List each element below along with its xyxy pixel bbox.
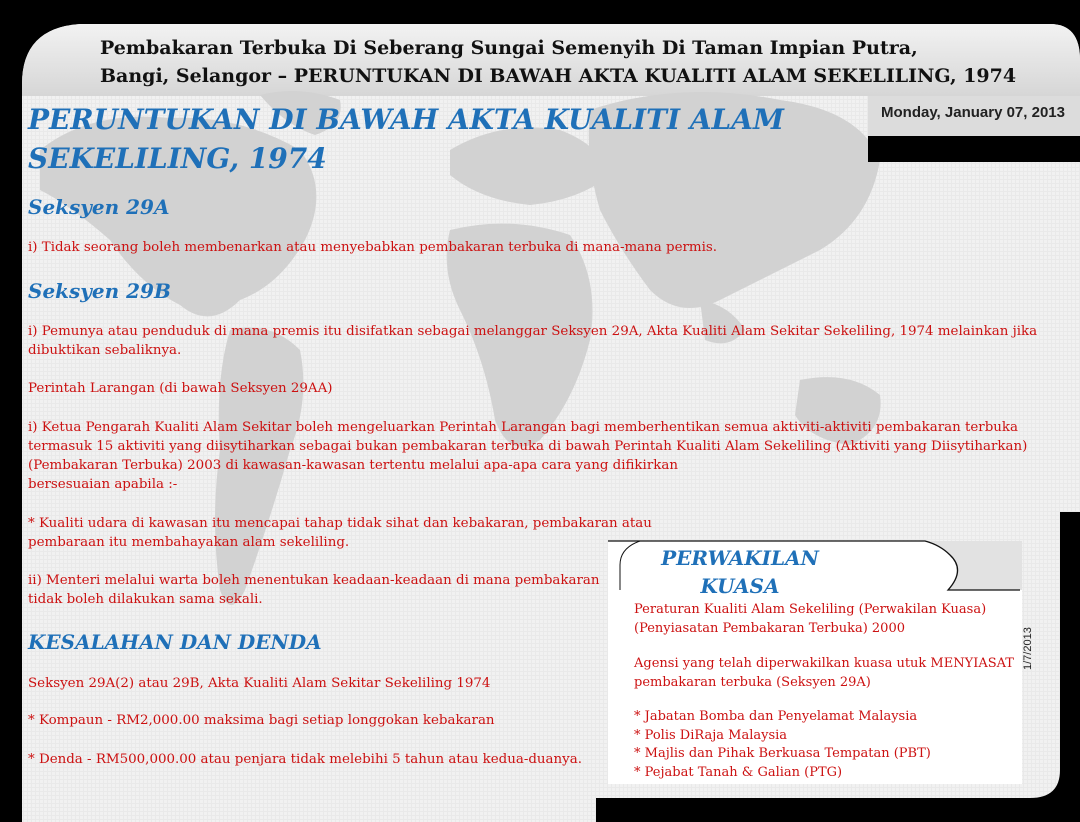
list-item: * Pejabat Tanah & Galian (PTG) [634, 764, 843, 780]
sidebar-peraturan-text: Peraturan Kualiti Alam Sekeliling (Perwakilan Kuasa) (Penyiasatan Pembakaran Terbuka) 2000 [634, 602, 987, 636]
sidebar-agency-list [634, 708, 1026, 782]
perintah-larangan-text: i) Ketua Pengarah Kualiti Alam Sekitar boleh mengeluarkan Perintah Larangan bagi memberhentikan semua aktiviti-aktiviti pembakaran terbuka termasuk 15 aktiviti yang diisytiharkan sebagai bukan pembakaran terbuka di bawah Perintah Kualiti Alam Sekeliling (Aktiviti yang Diisytiharkan) (Pembakaran Terbuka) 2003 di kawasan-kawasan tertentu melalui apa-apa cara yang difikirkan bersesuaian apabila :- [28, 420, 1028, 492]
date-label: Monday, January 07, 2013 [881, 104, 1065, 121]
section-29a-text: i) Tidak seorang boleh membenarkan atau menyebabkan pembakaran terbuka di mana-mana permis. [28, 240, 718, 255]
sidebar-title-line-2: KUASA [700, 574, 780, 598]
main-title-line-1: PERUNTUKAN DI BAWAH AKTA KUALITI ALAM [28, 103, 784, 136]
list-item: * Majlis dan Pihak Berkuasa Tempatan (PBT) [634, 746, 931, 761]
denda-text: * Denda - RM500,000.00 atau penjara tidak melebihi 5 tahun atau kedua-duanya. [28, 752, 582, 767]
page-header [100, 34, 1050, 90]
section-29a-heading: Seksyen 29A [28, 195, 170, 219]
kesalahan-text: Seksyen 29A(2) atau 29B, Akta Kualiti Alam Sekitar Sekeliling 1974 [28, 676, 491, 691]
header-line-1: Pembakaran Terbuka Di Seberang Sungai Semenyih Di Taman Impian Putra, [100, 37, 918, 59]
sidebar-content [634, 601, 1026, 782]
sidebar-title-line-1: PERWAKILAN [661, 546, 819, 570]
section-29b-text: i) Pemunya atau penduduk di mana premis itu disifatkan sebagai melanggar Seksyen 29A, Akta Kualiti Alam Sekitar Sekeliling, 1974 melainkan jika dibuktikan sebaliknya. [28, 324, 1038, 358]
header-line-2: Bangi, Selangor – PERUNTUKAN DI BAWAH AKTA KUALITI ALAM SEKELILING, 1974 [100, 65, 1017, 87]
menteri-text: ii) Menteri melalui warta boleh menentukan keadaan-keadaan di mana pembakaran tidak boleh dilakukan sama sekali. [28, 573, 600, 607]
perintah-larangan-label: Perintah Larangan (di bawah Seksyen 29AA) [28, 381, 333, 396]
kompaun-text: * Kompaun - RM2,000.00 maksima bagi setiap longgokan kebakaran [28, 713, 495, 728]
kualiti-udara-text: * Kualiti udara di kawasan itu mencapai tahap tidak sihat dan kebakaran, pembakaran atau pembaraan itu membahayakan alam sekeliling. [28, 516, 652, 550]
date-stamp-text: 1/7/2013 [1022, 627, 1034, 670]
main-title [28, 100, 784, 178]
main-title-line-2: SEKELILING, 1974 [28, 142, 327, 175]
list-item: * Polis DiRaja Malaysia [634, 727, 788, 743]
section-29b-heading: Seksyen 29B [28, 279, 171, 303]
sidebar-agensi-text: Agensi yang telah diperwakilkan kuasa utuk MENYIASAT pembakaran terbuka (Seksyen 29A) [634, 656, 1014, 690]
date-stamp [1022, 610, 1040, 670]
kesalahan-denda-heading: KESALAHAN DAN DENDA [28, 630, 322, 654]
sidebar-title [620, 544, 860, 600]
list-item: * Jabatan Bomba dan Penyelamat Malaysia [634, 709, 918, 724]
